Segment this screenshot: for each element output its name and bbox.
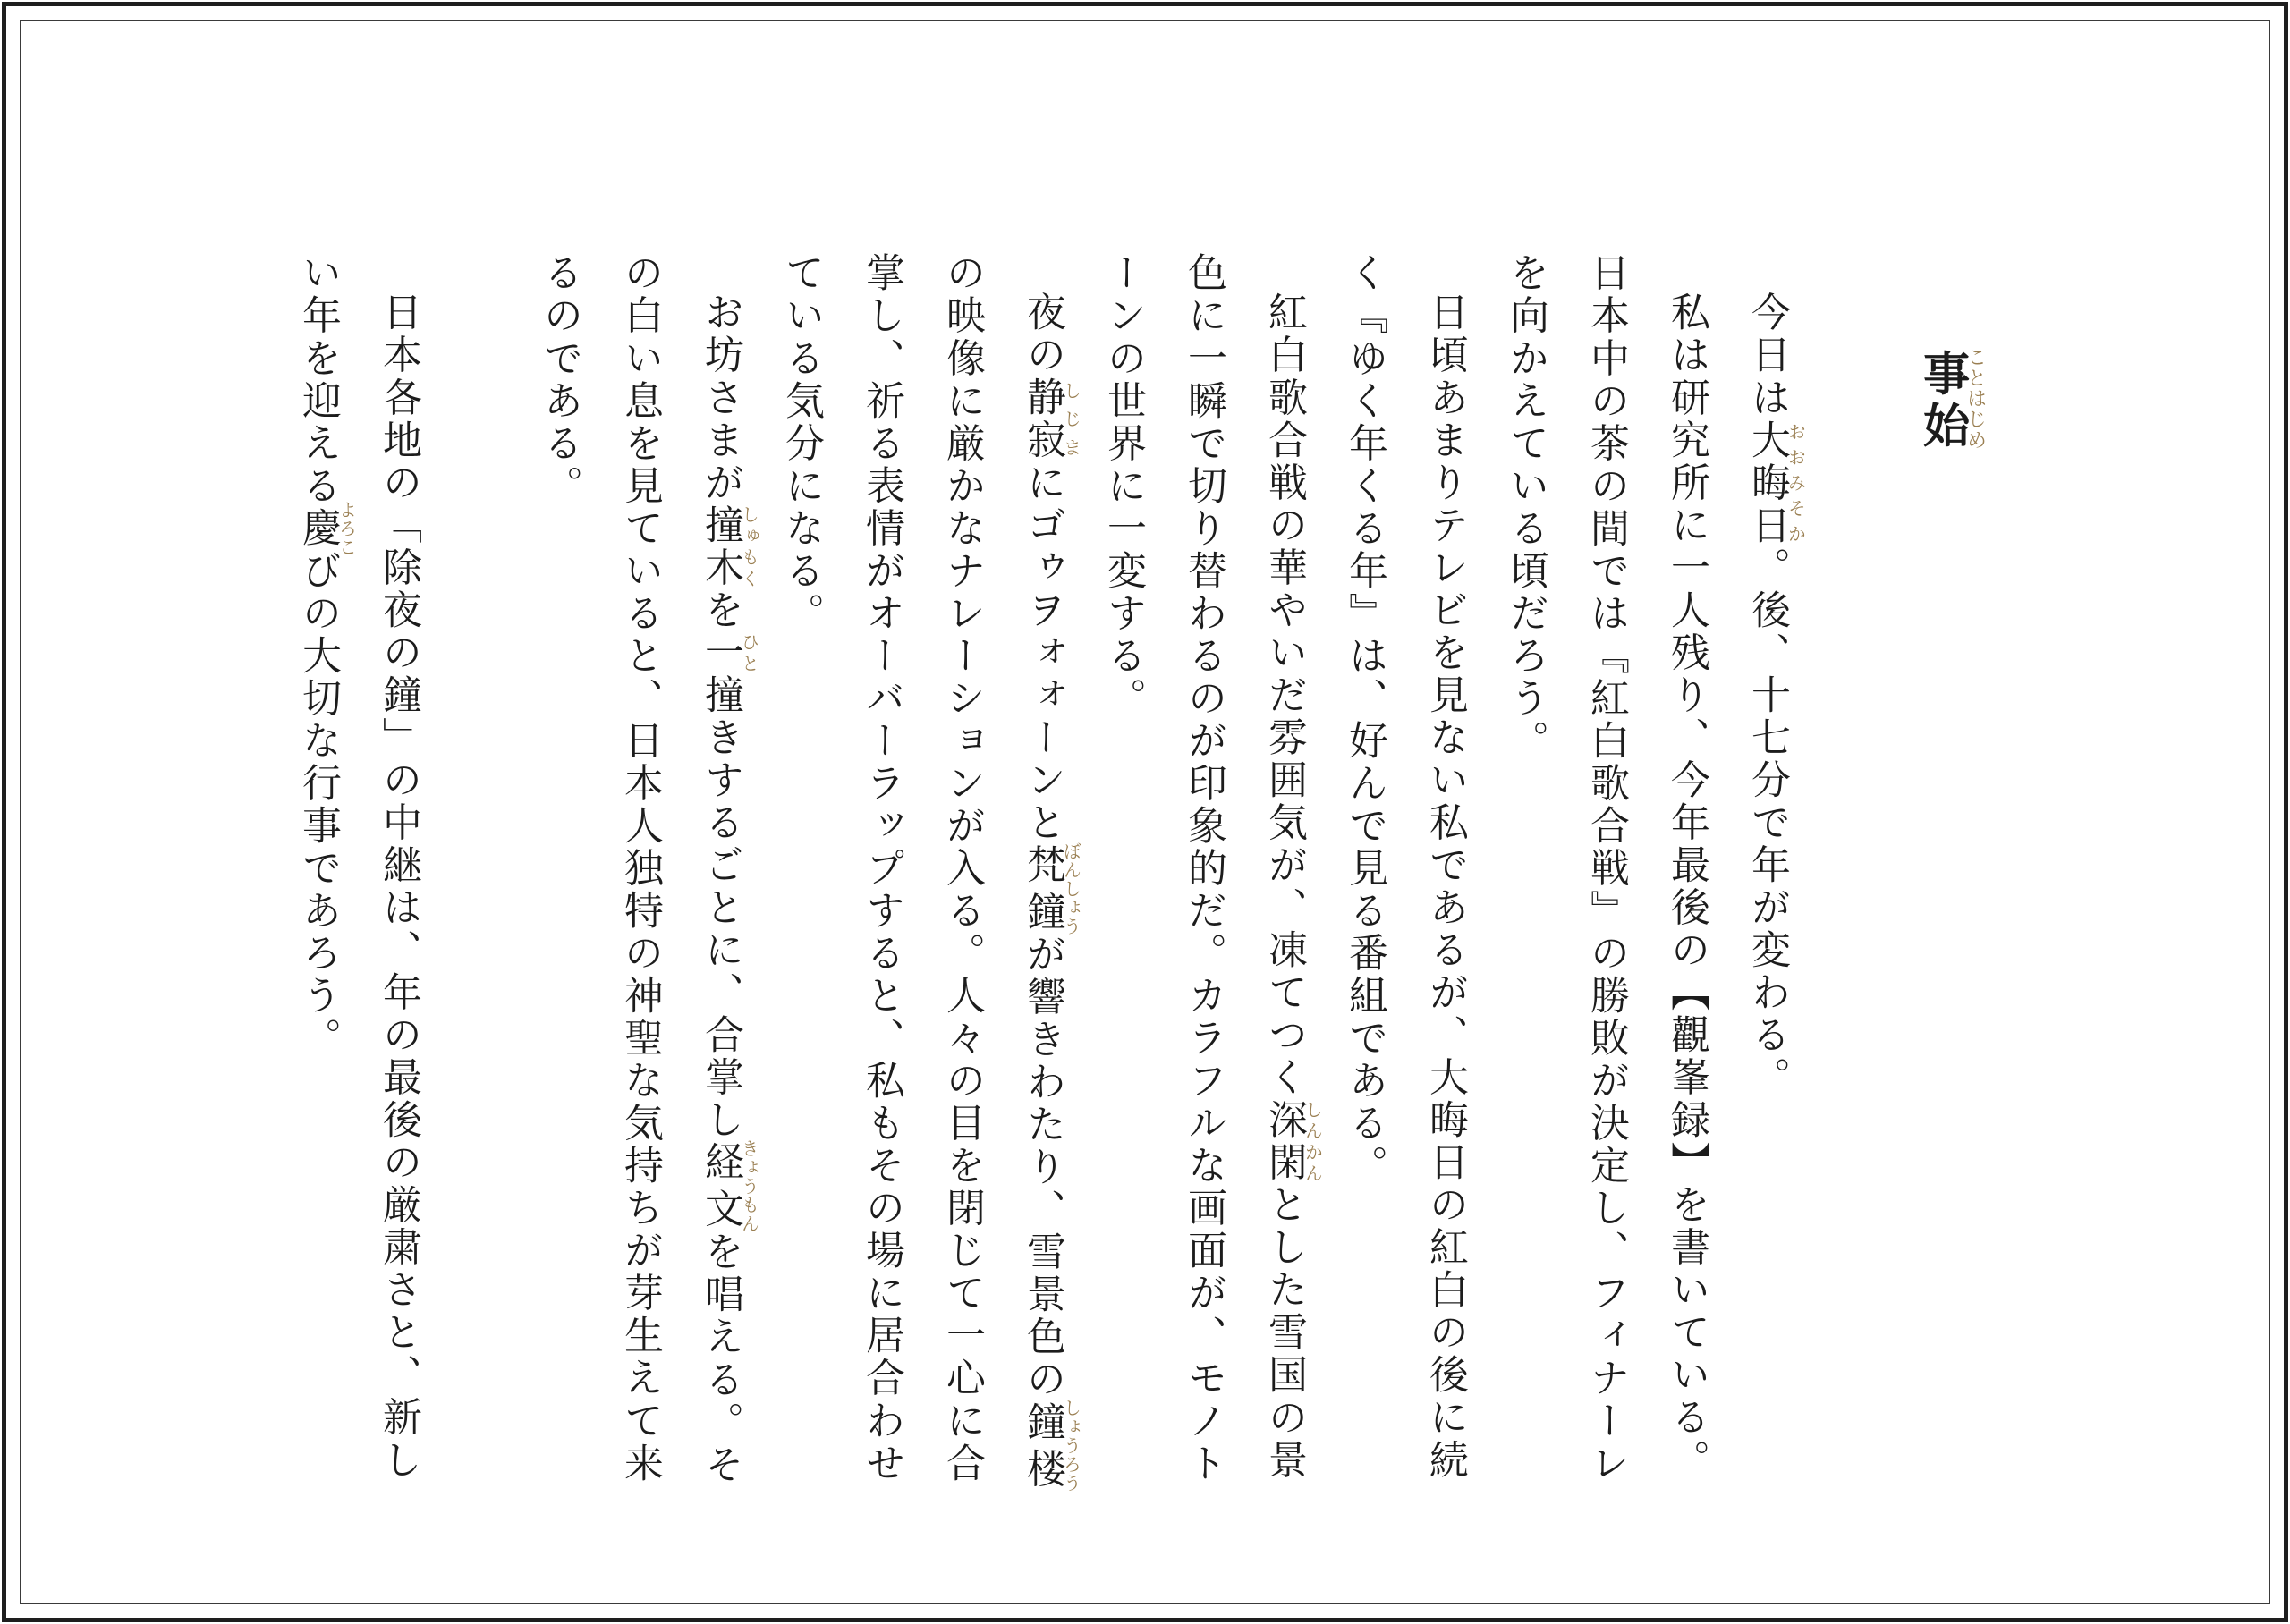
furigana: おおみそか — [1785, 419, 1807, 547]
title-text: 事始 — [1914, 347, 1970, 451]
furigana: きょうもん — [738, 1138, 760, 1233]
paragraph-6: 夜の静寂しじまにゴゥヲォォーンと梵鐘ぼんしょうが響きわたり、雪景色の鐘楼しょうろうの映像に厳かなナレーションが入る。人々の目を閉じて一心に合掌し、祈る表情がオーバーラップすると、私もその場に居合わせている気分になる。 — [778, 252, 1082, 1493]
furigana: よろこ — [335, 500, 358, 557]
paragraph-5: 紅白歌合戦の華やいだ雰囲気が、凍てつく深閑しんかんとした雪国の景色に一瞬で切り替わるのが印象的だ。カラフルな画面が、モノトーンの世界に一変する。 — [1100, 252, 1324, 1485]
furigana: ひと — [738, 631, 760, 674]
paragraph-8: 日本各地の「除夜の鐘」の中継は、年の最後の厳粛さと、新しい年を迎える慶よろこびの大切な行事であろう。 — [295, 252, 421, 1482]
paragraph-2: 私は研究所に一人残り、今年最後の【觀峯録】を書いている。 — [1664, 292, 1709, 1482]
furigana: しんかん — [1302, 1098, 1324, 1184]
furigana: ぼんしょう — [1060, 842, 1082, 936]
essay-body — [277, 252, 1807, 1522]
title-reading: ことはじめ — [1963, 347, 1987, 451]
furigana: しじま — [1060, 376, 1082, 462]
essay-title — [1914, 347, 1987, 451]
furigana: しょうろう — [1060, 1399, 1082, 1493]
paragraph-1: 今日は大晦日おおみそか。後、十七分で年が変わる。 — [1744, 292, 1807, 1099]
paragraph-3: 日本中の茶の間では『紅白歌合戦』の勝敗が決定し、フィナーレを向かえている頃だろう。 — [1503, 252, 1629, 1485]
paragraph-4: 日頃あまりテレビを見ない私であるが、大晦日の紅白の後に続く『ゆく年くる年』は、好んで見る番組である。 — [1342, 252, 1468, 1482]
furigana: しゅもく — [738, 503, 760, 589]
paragraph-7: お坊さまが撞木しゅもくを一ひと撞きするごとに、合掌し経文きょうもんを唱える。その白い息を見ていると、日本人独特の神聖な気持ちが芽生えて来るのである。 — [537, 252, 760, 1486]
